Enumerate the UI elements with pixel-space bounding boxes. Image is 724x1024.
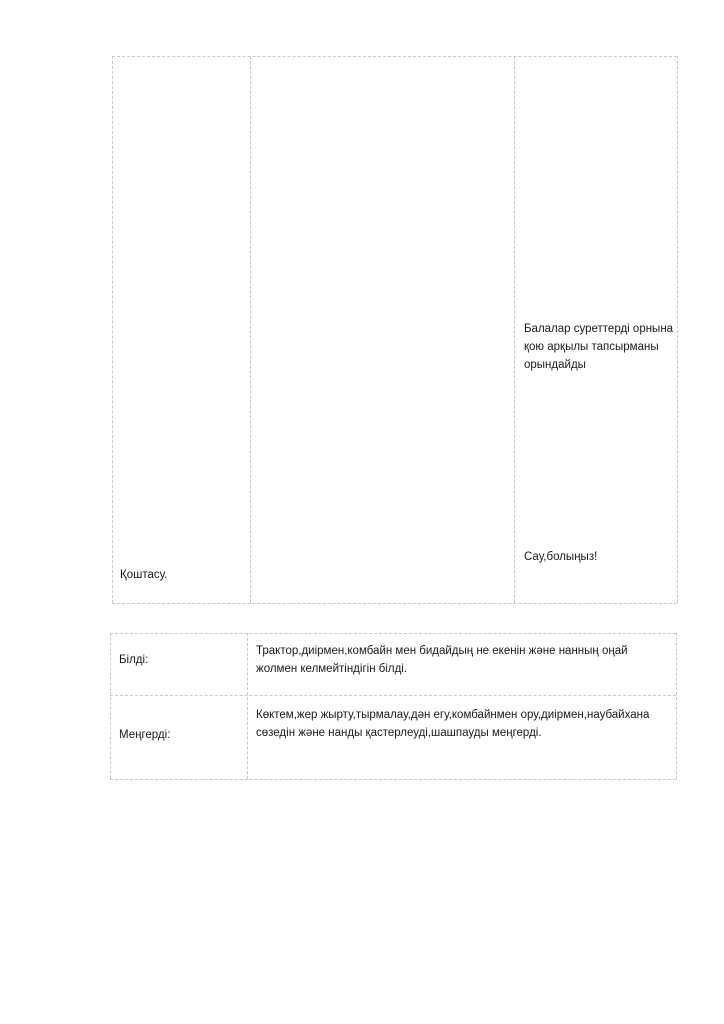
- upper-table-col-divider-1: [250, 56, 251, 603]
- knew-content: Трактор,диірмен,комбайн мен бидайдың не екенін және нанның оңай жолмен келмейтіндігін білді.: [256, 645, 628, 675]
- farewell-text: Сау,болыңыз!: [524, 551, 598, 563]
- upper-table-top-border: [112, 56, 677, 57]
- lower-table-row-divider: [110, 695, 676, 696]
- lower-table-left-border: [110, 633, 111, 779]
- lower-table-bottom-border: [110, 779, 676, 780]
- lower-table-top-border: [110, 633, 676, 634]
- task-description-text: Балалар суреттерді орнына қою арқылы тапсырманы орындайды: [524, 323, 674, 371]
- mastered-label: Меңгерді:: [119, 729, 171, 741]
- upper-table-col-divider-2: [514, 56, 515, 603]
- lower-table-col-divider: [247, 633, 248, 779]
- knew-label: Білді:: [119, 654, 149, 666]
- upper-table-left-border: [112, 56, 113, 603]
- closing-activity-label: Қоштасу.: [120, 569, 168, 581]
- upper-table-right-border: [677, 56, 678, 603]
- mastered-content: Көктем,жер жырту,тырмалау,дән егу,комбайнмен ору,диірмен,наубайхана сөзедін және нанды қастерлеуді,шашпауды меңгерді.: [256, 709, 650, 739]
- upper-table-bottom-border: [112, 603, 677, 604]
- lower-table-right-border: [676, 633, 677, 779]
